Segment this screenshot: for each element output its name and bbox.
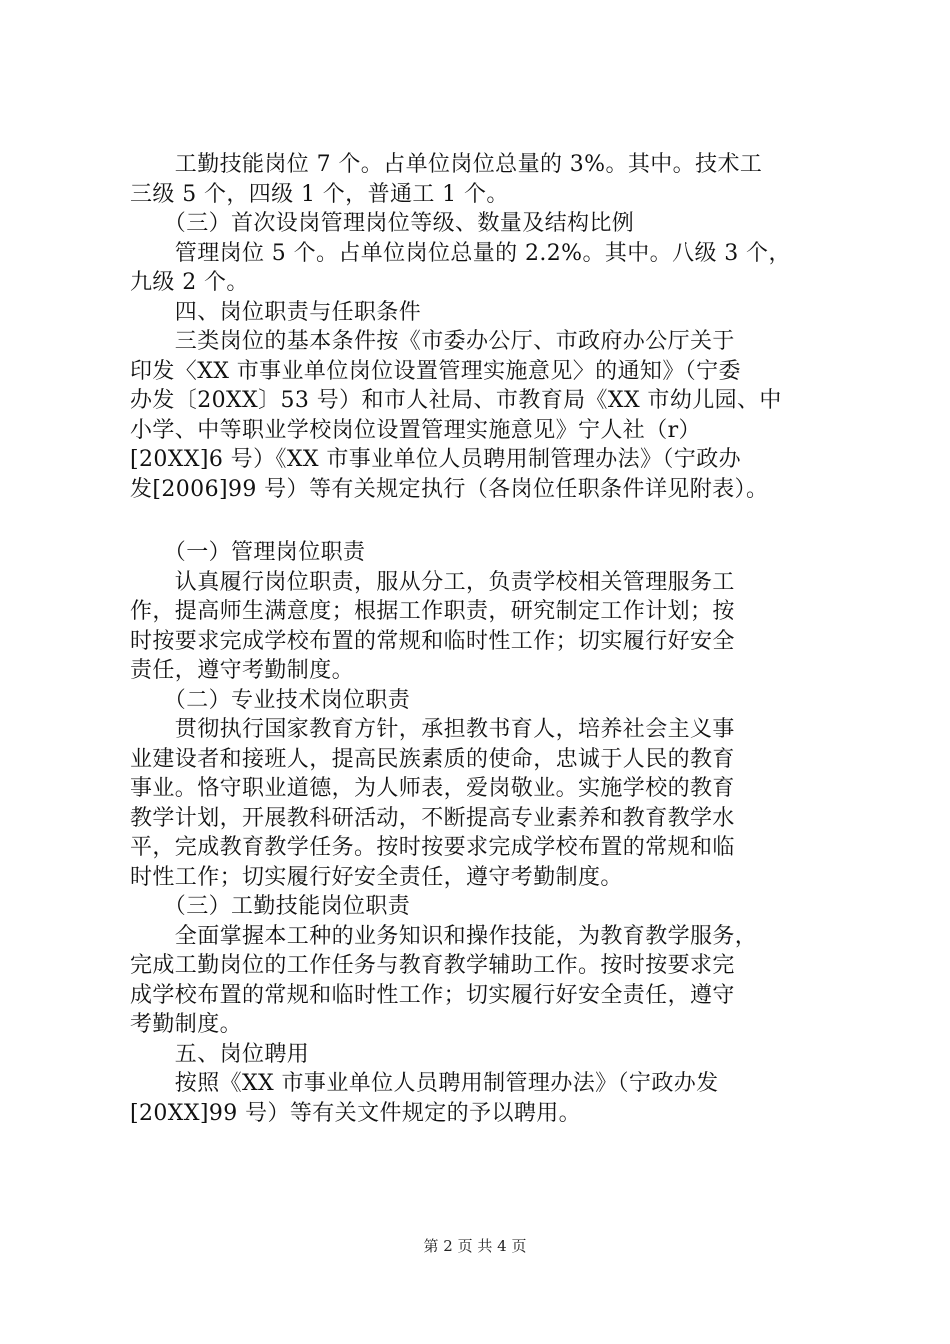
page-number-footer: 第 2 页 共 4 页: [423, 1237, 527, 1255]
text-line: 三类岗位的基本条件按《市委办公厅、市政府办公厅关于: [130, 329, 735, 354]
text-line: 全面掌握本工种的业务知识和操作技能，为教育教学服务，: [130, 923, 758, 949]
text-line: 时按要求完成学校布置的常规和临时性工作；切实履行好安全: [130, 628, 735, 654]
text-line: 管理岗位 5 个。占单位岗位总量的 2.2%。其中。八级 3 个，: [130, 240, 791, 266]
text-line: [20XX]99 号）等有关文件规定的予以聘用。: [130, 1100, 582, 1126]
text-line: 五、岗位聘用: [130, 1041, 310, 1067]
text-line: 完成工勤岗位的工作任务与教育教学辅助工作。按时按要求完: [130, 953, 735, 978]
text-line: 业建设者和接班人，提高民族素质的使命，忠诚于人民的教育: [130, 746, 735, 772]
text-line: 发[2006]99 号）等有关规定执行（各岗位任职条件详见附表）。: [130, 476, 769, 502]
text-line: 考勤制度。: [130, 1012, 243, 1037]
text-line: 教学计划，开展教科研活动，不断提高专业素养和教育教学水: [130, 805, 735, 831]
text-line: 责任，遵守考勤制度。: [130, 658, 355, 683]
text-line: （三）工勤技能岗位职责: [130, 894, 411, 919]
text-line: 事业。恪守职业道德，为人师表，爱岗敬业。实施学校的教育: [130, 776, 735, 801]
text-line: 作，提高师生满意度；根据工作职责，研究制定工作计划；按: [130, 599, 735, 624]
text-line: 九级 2 个。: [130, 270, 249, 295]
section-block-2: [130, 538, 850, 1128]
section-block-1: [130, 150, 850, 504]
text-line: 认真履行岗位职责，服从分工，负责学校相关管理服务工: [130, 569, 735, 595]
text-line: （三）首次设岗管理岗位等级、数量及结构比例: [130, 211, 635, 236]
text-line: 办发〔20XX〕53 号）和市人社局、市教育局《XX 市幼儿园、中: [130, 388, 782, 413]
text-line: 小学、中等职业学校岗位设置管理实施意见》宁人社（r）: [130, 417, 701, 443]
text-line: 按照《XX 市事业单位人员聘用制管理办法》（宁政办发: [130, 1071, 719, 1096]
text-line: [20XX]6 号）《XX 市事业单位人员聘用制管理办法》（宁政办: [130, 447, 741, 472]
text-line: 平，完成教育教学任务。按时按要求完成学校布置的常规和临: [130, 835, 735, 860]
text-line: 成学校布置的常规和临时性工作；切实履行好安全责任，遵守: [130, 982, 735, 1008]
text-line: （一）管理岗位职责: [130, 540, 366, 565]
text-line: 贯彻执行国家教育方针，承担教书育人，培养社会主义事: [130, 717, 735, 742]
document-body: [130, 150, 850, 1128]
text-line: 四、岗位职责与任职条件: [130, 299, 422, 325]
text-line: 时性工作；切实履行好安全责任，遵守考勤制度。: [130, 864, 623, 890]
text-line: （二）专业技术岗位职责: [130, 687, 411, 713]
text-line: 工勤技能岗位 7 个。占单位岗位总量的 3%。其中。技术工: [130, 152, 763, 177]
paragraph-gap: [130, 504, 850, 538]
text-line: 印发〈XX 市事业单位岗位设置管理实施意见〉的通知》（宁委: [130, 358, 741, 384]
text-line: 三级 5 个，四级 1 个，普通工 1 个。: [130, 181, 509, 207]
